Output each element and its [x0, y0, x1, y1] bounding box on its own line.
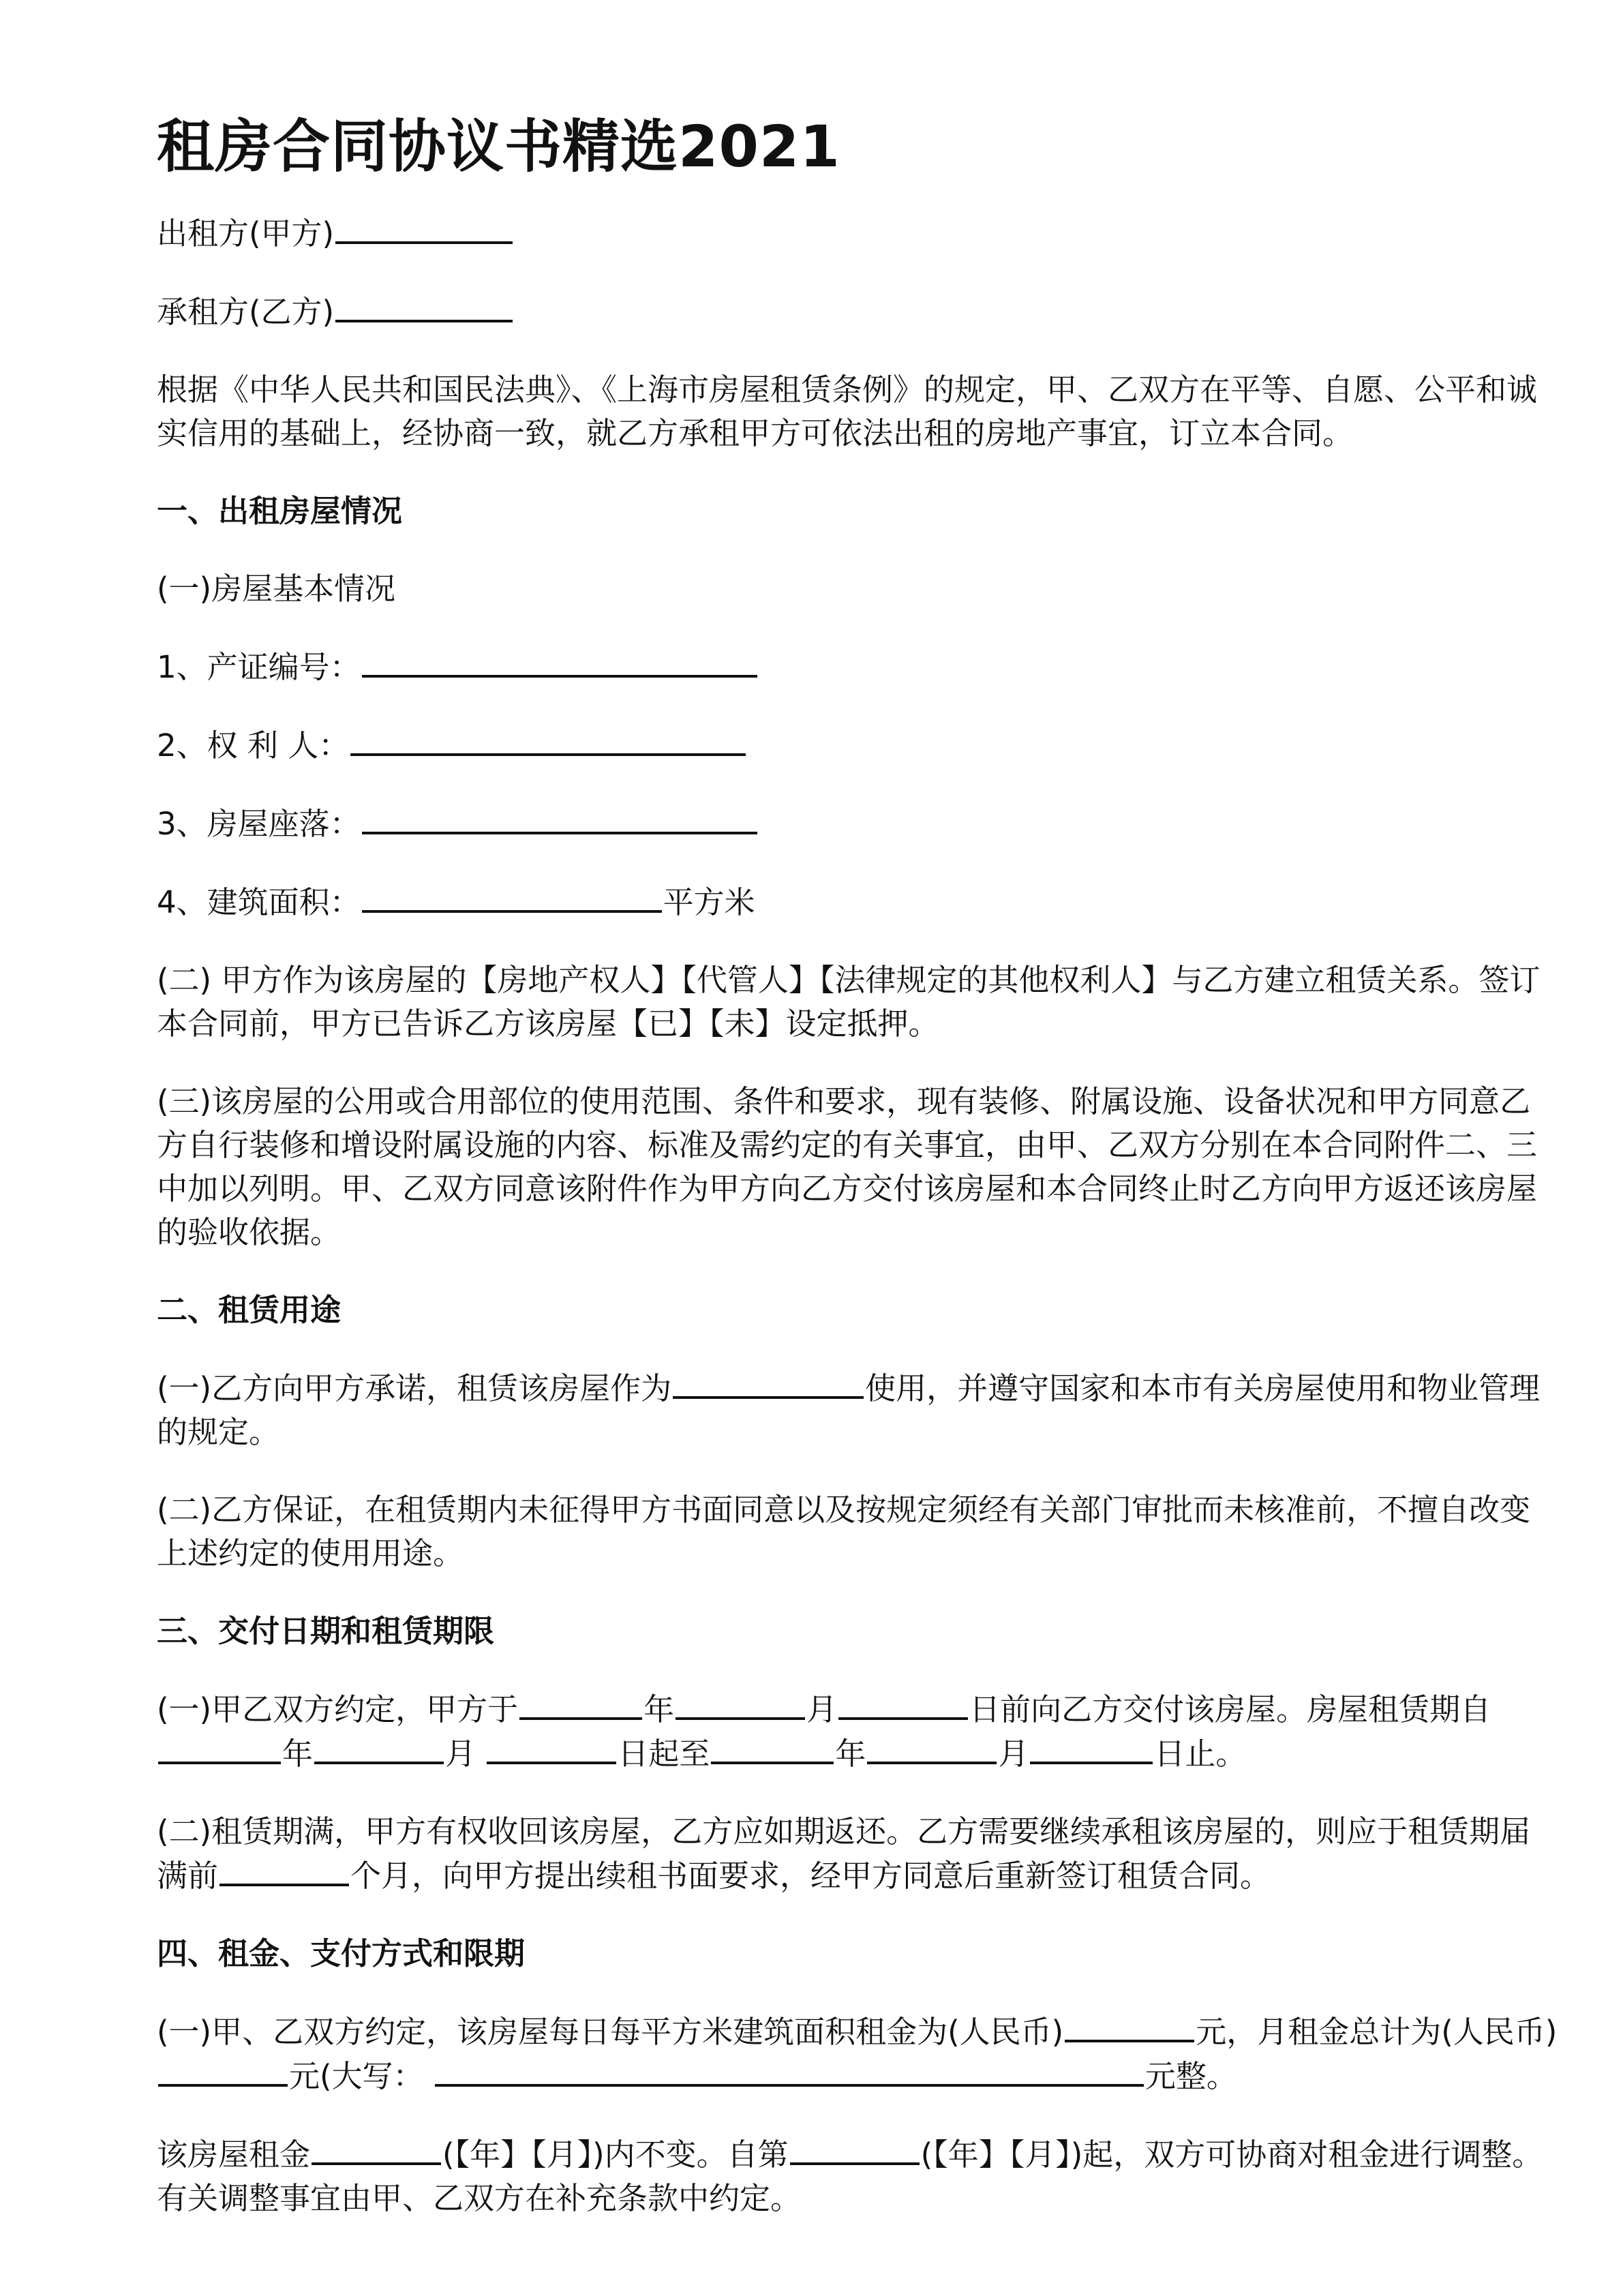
adjust-start-blank[interactable] [790, 2132, 920, 2165]
adjust-text-c: (【年】【月】)起，双方可协商对租金进行调整。有关调整事宜由甲、乙双方在补充条款中约定。 [157, 2136, 1543, 2216]
start-day-label: 日起至 [618, 1736, 710, 1772]
section-3-paragraph-2 [157, 1810, 1561, 1898]
party-a-label: 出租方(甲方) [157, 215, 335, 252]
delivery-month-label: 月 [806, 1691, 838, 1727]
area-blank[interactable] [362, 880, 662, 913]
end-year-label: 年 [835, 1736, 866, 1772]
rent-text-a: (一)甲、乙双方约定，该房屋每日每平方米建筑面积租金为(人民币) [157, 2014, 1064, 2050]
renewal-months-blank[interactable] [219, 1854, 349, 1886]
party-b-blank[interactable] [335, 290, 513, 322]
item-area [157, 880, 1561, 924]
item-owner-label: 2、权 利 人： [157, 727, 350, 764]
intro-paragraph: 根据《中华人民共和国民法典》、《上海市房屋租赁条例》的规定，甲、乙双方在平等、自愿、公平和诚实信用的基础上，经协商一致，就乙方承租甲方可依法出租的房地产事宜，订立本合同。 [157, 372, 1538, 451]
section-1-heading: 一、出租房屋情况 [157, 493, 403, 529]
delivery-day-blank[interactable] [838, 1687, 968, 1720]
section-4-heading: 四、租金、支付方式和限期 [157, 1935, 526, 1972]
section-4-paragraph-1 [157, 2010, 1561, 2098]
rent-in-words-blank[interactable] [435, 2054, 1144, 2087]
item-owner [157, 723, 1561, 768]
section-1-paragraph-2: (二) 甲方作为该房屋的【房地产权人】【代管人】【法律规定的其他权利人】与乙方建立租赁关系。签订本合同前，甲方已告诉乙方该房屋【已】【未】设定抵押。 [157, 962, 1541, 1042]
section-4-paragraph-2 [157, 2132, 1561, 2220]
fixed-period-blank[interactable] [312, 2132, 441, 2165]
section-3-heading: 三、交付日期和租赁期限 [157, 1613, 495, 1649]
adjust-text-b: (【年】【月】)内不变。自第 [442, 2136, 789, 2173]
delivery-text-a: (一)甲乙双方约定，甲方于 [157, 1691, 519, 1727]
start-day-blank[interactable] [487, 1732, 616, 1764]
rent-text-b: 元，月租金总计为(人民币) [1196, 2014, 1558, 2050]
section-2-paragraph-2: (二)乙方保证，在租赁期内未征得甲方书面同意以及按规定须经有关部门审批而未核准前，不擅自改变上述约定的使用用途。 [157, 1492, 1531, 1571]
delivery-year-blank[interactable] [519, 1687, 642, 1720]
usage-text-b: 使用，并遵守国家和本市有关房屋使用和物业管理的规定。 [157, 1370, 1541, 1450]
end-month-blank[interactable] [867, 1732, 997, 1764]
delivery-month-blank[interactable] [676, 1687, 805, 1720]
renewal-text-a: (二)租赁期满，甲方有权收回该房屋，乙方应如期返还。乙方需要继续承租该房屋的，则应于租赁期届满前 [157, 1813, 1531, 1894]
document-title: 租房合同协议书精选2021 [157, 113, 840, 180]
monthly-rent-blank[interactable] [158, 2054, 288, 2087]
start-year-label: 年 [282, 1736, 314, 1772]
cert-number-blank[interactable] [362, 645, 757, 678]
rent-text-d: 元整。 [1144, 2058, 1237, 2094]
adjust-text-a: 该房屋租金 [157, 2136, 311, 2173]
item-address-label: 3、房屋座落： [157, 806, 361, 842]
party-b-label: 承租方(乙方) [157, 294, 335, 330]
start-month-blank[interactable] [314, 1732, 444, 1764]
item-cert-number [157, 645, 1561, 689]
daily-rent-blank[interactable] [1065, 2010, 1194, 2042]
rent-text-c: 元(大写： [289, 2058, 424, 2094]
contract-page [157, 109, 1561, 2254]
end-month-label: 月 [998, 1736, 1029, 1772]
end-day-label: 日止。 [1154, 1736, 1247, 1772]
section-1-sub1: (一)房屋基本情况 [157, 571, 396, 607]
section-2-paragraph-1 [157, 1366, 1561, 1454]
end-year-blank[interactable] [711, 1732, 834, 1764]
end-day-blank[interactable] [1030, 1732, 1153, 1764]
owner-blank[interactable] [350, 723, 746, 756]
area-unit: 平方米 [663, 884, 755, 920]
section-1-paragraph-3: (三)该房屋的公用或合用部位的使用范围、条件和要求，现有装修、附属设施、设备状况和甲方同意乙方自行装修和增设附属设施的内容、标准及需约定的有关事宜，由甲、乙双方分别在本合同附件二、三中加以列明。甲、乙双方同意该附件作为甲方向乙方交付该房屋和本合同终止时乙方向甲方返还该房屋的验收依据。 [157, 1083, 1538, 1250]
delivery-year-label: 年 [643, 1691, 675, 1727]
party-a-blank[interactable] [335, 211, 513, 244]
party-b-line [157, 290, 1561, 334]
section-2-heading: 二、租赁用途 [157, 1292, 342, 1328]
start-year-blank[interactable] [158, 1732, 281, 1764]
section-3-paragraph-1 [157, 1687, 1561, 1776]
usage-blank[interactable] [673, 1366, 864, 1399]
party-a-line [157, 211, 1561, 256]
delivery-text-b: 日前向乙方交付该房屋。房屋租赁期自 [969, 1691, 1491, 1727]
item-area-label: 4、建筑面积： [157, 884, 361, 920]
item-address [157, 802, 1561, 846]
address-blank[interactable] [362, 802, 757, 834]
start-month-label: 月 [445, 1736, 476, 1772]
renewal-text-b: 个月，向甲方提出续租书面要求，经甲方同意后重新签订租赁合同。 [350, 1858, 1271, 1894]
item-cert-number-label: 1、产证编号： [157, 649, 361, 685]
usage-text-a: (一)乙方向甲方承诺，租赁该房屋作为 [157, 1370, 672, 1406]
